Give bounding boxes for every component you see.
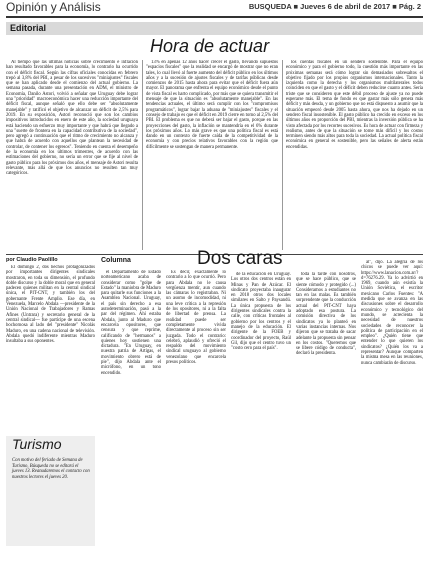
notice-body: Con motivo del feriado de Semana de Turismo, Búsqueda no se editará el jueves 13. Reanudaremos el contacto con nuestros lectores el jueves 20. (12, 458, 90, 480)
column-paragraph: El domingo 2, dos hechos protagonizados por importantes dirigentes sindicales mostraron, en toda su dimensión, el profundo doble discurso y la doble moral que en general padecen quienes militan en la central sindical única, el PIT-CNT, y también los del gobernante Frente Amplio. Ese día, en Venezuela, Marcelo Abdala —presidente de la Unión Nacional de Trabajadores y Ramas Afines (Untrara) y secretario general de la central sindical— fue partícipe de una escena bochornosa al lado del "presidente" Nicolás Maduro, en una cadena nacional de televisión. Abdala quedó indiferente mientras Maduro insultaba a sus oponentes. (6, 265, 95, 345)
editorial-banner (6, 22, 423, 35)
publication-info: BUSQUEDA ■ Jueves 6 de abril de 2017 ■ Pág. 2 (248, 2, 421, 11)
column-paragraph: Es decir, exactamente lo contrario a lo que ocurrió. Pero para Abdala no le causa vergüenza mentir, aun cuando las cámaras lo registraban. Ni un asomo de incomodidad, ni una leve crítica a la represión de los opositores, ni a la falta de libertad de prensa. La realidad puede ser completamente vivida directamente al proceso sin ser juzgada. Todo el contrario: celebró, aplaudió y ofreció el respaldo del movimiento sindical uruguayo al gobierno venezolano que encarcela presos políticos. (166, 270, 226, 366)
editorial-column-2 (146, 60, 278, 250)
column-headline: Dos caras (197, 248, 283, 269)
column-paragraph: al", dijo. La alegría de los chicos se puede ver aquí: https://www.lanacion.com.ar/?d=76276.29. Ya lo advirtió en 1969, cuando aún existía la Unión Soviética, el escritor mexicano Carlos Fuentes: "A medida que se avanza en las discusiones sobre el desarrollo económico y tecnológico del mundo, se acrecienta la necesidad de nuestros sociedades de reconocer la política de participación en el empleo". ¿Quién tiene que entender lo que quieren los sindicatos? ¿Quién los va a representar? Aunque comparten la misma mesa en las reuniones, nunca cambiarán de discurso. (361, 260, 423, 366)
section-title: Opinión y Análisis (6, 0, 101, 14)
editorial-label: Editorial (10, 23, 47, 33)
editorial-text-3: los cuentas fiscales en un sendero sostenible. Para el equipo económico y para el gobierno todo, la cuestión más importante en las próximas semanas será cómo lograr sin demasiados sobresaltos el objetivo fijado por los propios organismos internacionales. Tanto la izquierda como la derecha y los organismos multilaterales todos coinciden en que el gasto y el déficit deben reducirse cuanto antes. Sería triste que se consideren que este débil proceso de ajuste ya no puede esperarse más. El tema de fondo es que gastar más sólo genera más déficit y más deuda, y un gobierno que no está dispuesto a asumir que la situación empeoró desde 2005 hasta ahora, que nos ha dejado en un sendero fiscal insostenible. El gasto público ha crecido en exceso en los últimos años en proporción del PBI, mientras la inversión pública se ha visto afectada por los recortes sucesivos. Es hora de actuar con firmeza y realismo, antes de que la situación se torne más difícil y los costos terminen siendo más altos para toda la sociedad. La actual política fiscal económica en general es sostenible, pero las señales de alerta están encendidas. (286, 60, 423, 150)
notice-title: Turismo (12, 436, 62, 452)
editorial-column-3 (286, 60, 423, 250)
column-text-4 (231, 272, 291, 570)
editorial-text-1: Al tiempo que las últimas noticias sobre crecimiento e inflación han resultado favorables para la economía, lo contrario ha ocurrido con el déficit fiscal. Según las cifras oficiales conocidas en febrero trepó al 3,8% del PBI, a pesar de los sucesivos "miniajustes" fiscales que se han aplicado desde el comienzo del actual gobierno. La semana pasada, durante una presentación en ADM, el ministro de Economía, Danilo Astori, volvió a señalar que Uruguay debe lograr una "prioridad" macroeconómica hacer una reducción importante del déficit fiscal, aunque señaló que ello debe ser "absolutamente manejable" y ratificó el objetivo de alcanzar un déficit de 2,5% para 2019. En su exposición, Astori reconoció que son los cambios impositivos introducidos en enero de este año, la sociedad uruguaya está haciendo un esfuerzo muy importante y que habrá que llegado a una "suerte de frontera en la capacidad contributiva de la sociedad", pero agregó a continuación que el ritmo de crecimiento no alcanza y que habrá de acuerdo con aquellos que plantean la necesidad de controlar, de contener los egresos". Teniendo en cuenta el desempeño de la economía en los últimos trimestres, de acuerdo con las estimaciones del gobierno, no sería un error que se fije al nivel de gasto público para los próximos dos años, el mensaje de Astori resulta relevante, más allá de que los anuncios no resulten tan muy categóricos. (6, 60, 138, 177)
column-paragraph: toda la tarde con nosotros, que se hace público, que se siente cómodo y protegido (...) Consideramos a estudiantes no tan en las malas. Es también sorprendente que la conducción actual del PIT-CNT haya adoptado esa postura. La comisión directiva de los sindicatos ya lo planteó en varias instancias internas. Nos dijeron que se trataba de sacar adelante la propuesta sin pensar en los costos. "Queremos que se libere código de conducta", declaró la presidenta. (296, 272, 356, 357)
column-text-5 (296, 272, 356, 570)
column-text-2 (101, 270, 161, 570)
column-text-3 (166, 270, 226, 570)
column-label: Columna (101, 257, 131, 264)
editorial-text-2: 13% en apenas 12 años hacer crecer el gasto, llevando supuestos "espacios fiscales" que la realidad se encargó de mostrar que no eran tales, lo cual llevó al fuerte aumento del déficit público en los últimos años y a la sucesión de ajustes fiscales y de tarifas públicas desde comienzos de 2015 hasta ahora para evitar que el déficit fuera aún mayor. El panorama que enfrenta el equipo económico desde el punto de vista fiscal es harto complicado, por más que se quiera transmitir el mensaje de que la situación es "absolutamente manejable". En las tendencias actuales, el último será cumplir con los "compromisos programáticos", lograr bajar la aduana de "miniajustes" fiscales y el consejo de trabajo es que el déficit en 2019 cierre en torno al 2,5% del PBI. El problema es que no deberá ser bajar el gasto, porque en las proyecciones del gasto, la inflación se mantendría en el 6% durante los próximos años. Lo más grave es que una política fiscal es está dando en un contexto de fuerte caída de la competitividad de la economía y con precios relativos favorables con la región que difícilmente se sostengan de manera permanente. (146, 60, 278, 150)
editorial-headline: Hora de actuar (150, 36, 270, 56)
author-byline: por Claudio Paolillo (6, 257, 58, 263)
column-divider (142, 60, 143, 250)
notice-box (6, 436, 95, 546)
column-text-6 (361, 260, 423, 570)
column-paragraph: el Departamento de Estado norteamericano acaba de considerar como "golpe de Estado" la maniobra de Maduro para quitarle sus funciones a la Asamblea Nacional. Uruguay, el país sin derecho a esa autodeterminación, pasó a la par del régimen. Ahí estaba Abdala, junto al Maduro que encarcela opositores, que censura y que reprime, calificando de "hermanos" a quienes hoy sostienen una dictadura. "En Uruguay, en nuestra patria de Artigas, el movimiento obrero está de pie", dijo Abdala ante el micrófono, en un tono encendido. (101, 270, 161, 376)
editorial-column-1 (6, 60, 138, 250)
header-divider (6, 16, 423, 18)
column-paragraph: de la educación en Uruguay. Los otros dos centros están en Minas y Pan de Azúcar. El sindicato proyectaba inaugurar en 2018 otros dos locales similares en Salto y Paysandú. La única propuesta de los dirigentes sindicales contra la calle, con críticas frontales al gobierno por los centros y el manejo de la educación. El dirigente de la FOEB y coordinador del proyecto, Raúl Gil, dijo que el centro tuvo un "costo cero para el país". (231, 272, 291, 352)
column-divider (282, 60, 283, 250)
column-text-1 (6, 265, 95, 433)
